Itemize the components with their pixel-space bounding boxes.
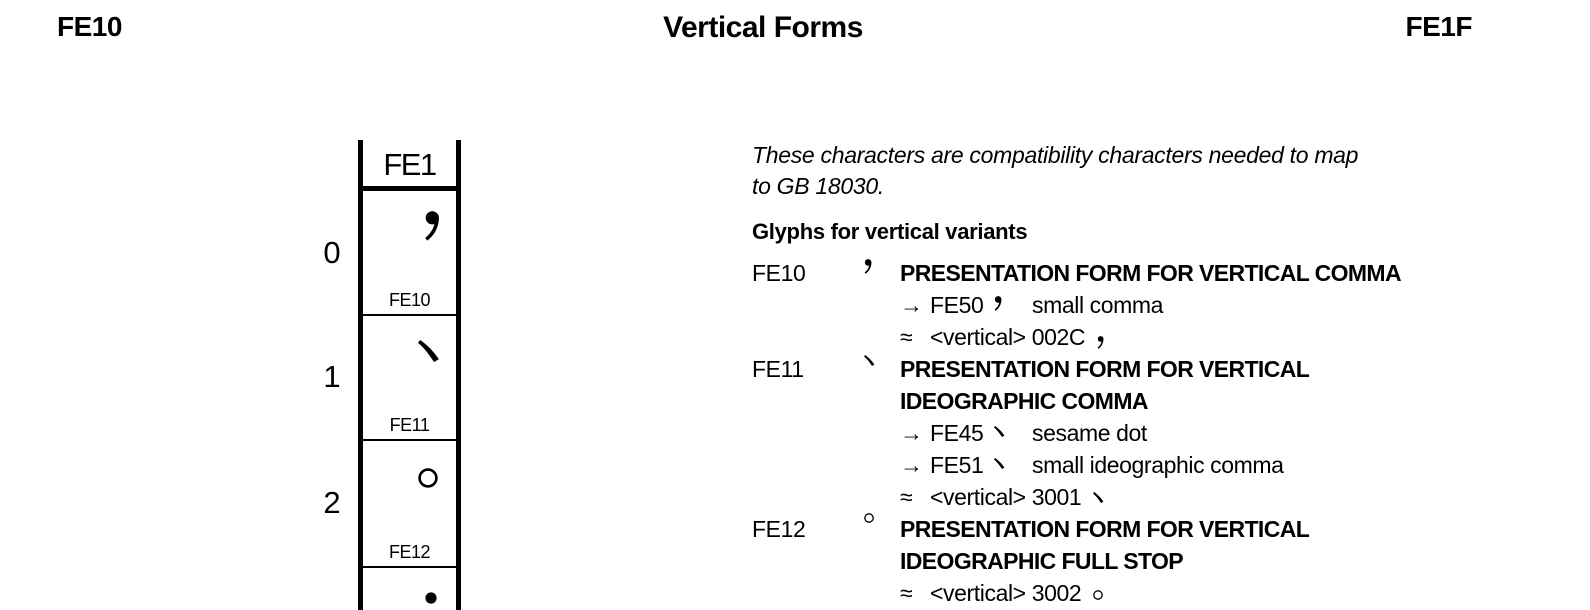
ref-text: sesame dot: [1032, 420, 1147, 446]
entry-name: PRESENTATION FORM FOR VERTICAL COMMA: [900, 260, 1401, 286]
row-digit-0: 0: [323, 235, 341, 270]
page-header-right-code: FE1F: [1405, 11, 1472, 42]
column-header: FE1: [383, 147, 436, 182]
page-title: Vertical Forms: [663, 11, 863, 44]
decomposition-row: [752, 321, 1492, 353]
approx-icon: ≈: [900, 580, 913, 606]
approx-icon: ≈: [900, 324, 913, 350]
entry-code: FE10: [752, 260, 806, 286]
row-separator: [363, 566, 456, 568]
note-line-1: These characters are compatibility characters needed to map: [752, 142, 1359, 168]
row-separator: [363, 314, 456, 316]
note-line-2: to GB 18030.: [752, 173, 884, 199]
vertical-comma-glyph: [424, 211, 440, 241]
ref-code: FE45: [930, 420, 984, 446]
arrow-icon: →: [900, 420, 923, 446]
decomposition-row: [752, 481, 1492, 513]
cell-code-label: FE10: [388, 290, 431, 310]
entry-fe11: [752, 353, 1492, 417]
ref-text: small ideographic comma: [1032, 452, 1284, 478]
left-vertical-rule: [358, 140, 363, 610]
decomposition-text: <vertical> 002C: [930, 324, 1086, 350]
row-digit-2: 2: [323, 485, 341, 520]
decomposition-row: [752, 577, 1492, 609]
ideographic-full-stop-glyph: [418, 468, 438, 488]
decomposition-text: <vertical> 3002: [930, 580, 1082, 606]
ref-code: FE50: [930, 292, 984, 318]
cross-ref-row: [752, 417, 1492, 449]
small-ideographic-comma-glyph: [994, 449, 1032, 481]
entry-name: PRESENTATION FORM FOR VERTICAL IDEOGRAPHIC FULL STOP: [900, 516, 1309, 574]
row-digit-1: 1: [323, 359, 341, 394]
entry-fe12: [752, 513, 1492, 577]
row-separator: [363, 439, 456, 441]
entry-name: PRESENTATION FORM FOR VERTICAL IDEOGRAPHIC COMMA: [900, 356, 1309, 414]
ideographic-comma-glyph: [856, 353, 900, 385]
vertical-comma-glyph: [856, 257, 900, 289]
cross-ref-row: [752, 449, 1492, 481]
compatibility-note: [752, 140, 1462, 202]
page-header-left-code: FE10: [57, 11, 122, 42]
ideographic-comma-glyph: [1093, 481, 1131, 513]
ref-code: FE51: [930, 452, 984, 478]
cell-code-label: FE11: [389, 415, 430, 435]
cell-code-label: FE12: [388, 542, 431, 562]
arrow-icon: →: [900, 452, 923, 478]
decomposition-text: <vertical> 3001: [930, 484, 1082, 510]
entry-code: FE11: [752, 356, 804, 382]
sesame-dot-glyph: [994, 417, 1032, 449]
right-vertical-rule: [456, 140, 461, 610]
comma-glyph: [1097, 321, 1135, 353]
entry-fe10: [752, 257, 1492, 289]
colon-dot-glyph: [425, 592, 437, 604]
ideographic-comma-glyph: [418, 340, 440, 362]
ideographic-full-stop-glyph: [856, 513, 900, 545]
code-chart-column: [358, 140, 461, 610]
arrow-icon: →: [900, 292, 923, 318]
section-heading: Glyphs for vertical variants: [752, 219, 1028, 244]
ref-text: small comma: [1032, 292, 1164, 318]
ideographic-full-stop-glyph: [1093, 577, 1131, 609]
entry-code: FE12: [752, 516, 806, 542]
cross-ref-row: [752, 289, 1492, 321]
approx-icon: ≈: [900, 484, 913, 510]
header-rule: [358, 186, 461, 191]
character-name-list: [752, 257, 1492, 609]
small-comma-glyph: [994, 289, 1032, 321]
